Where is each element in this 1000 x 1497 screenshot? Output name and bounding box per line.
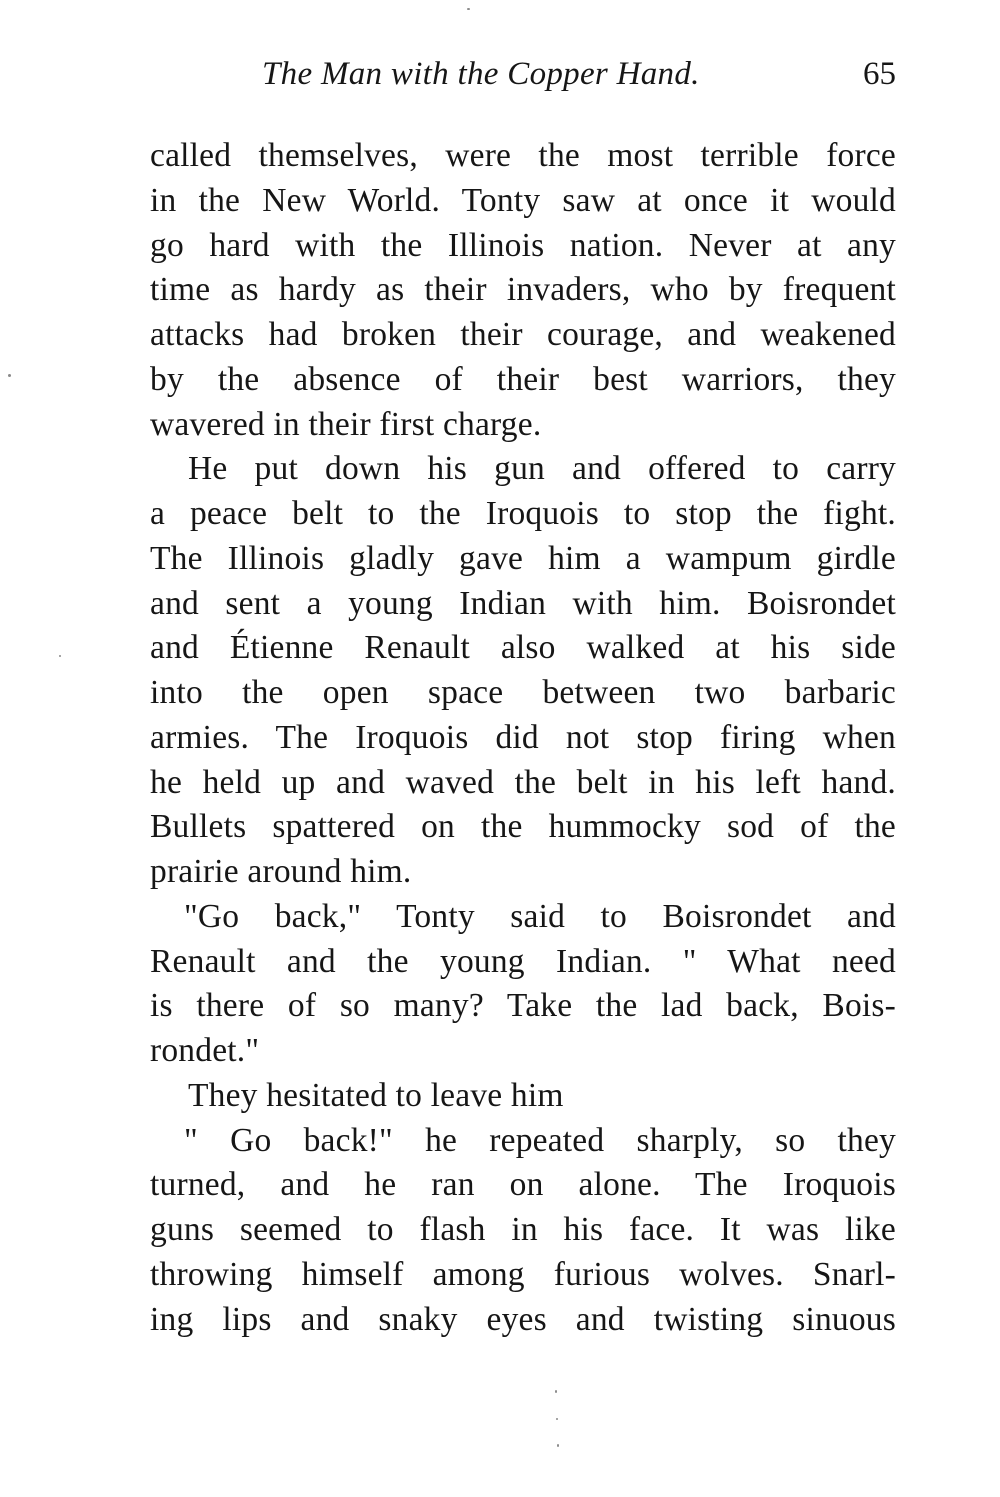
text-line: armies. The Iroquois did not stop firing when xyxy=(150,718,896,756)
scan-speck xyxy=(8,374,11,377)
running-head xyxy=(150,56,896,96)
scan-speck xyxy=(556,1418,558,1420)
text-line: He put down his gun and offered to carry xyxy=(188,450,896,488)
page-number: 65 xyxy=(863,56,896,92)
text-line: throwing himself among furious wolves. Snarl- xyxy=(150,1255,896,1293)
scan-speck xyxy=(557,1444,559,1447)
text-line: time as hardy as their invaders, who by frequent xyxy=(150,271,896,309)
paragraph xyxy=(150,1119,896,1343)
text-line: go hard with the Illinois nation. Never at any xyxy=(150,226,896,264)
scan-speck xyxy=(59,655,61,657)
text-line: wavered in their first charge. xyxy=(150,405,542,443)
running-title: The Man with the Copper Hand. xyxy=(262,56,700,92)
text-line: Bullets spattered on the hummocky sod of the xyxy=(150,808,896,846)
text-line: They hesitated to leave him xyxy=(188,1076,564,1114)
text-line: and Étienne Renault also walked at his side xyxy=(150,629,896,667)
text-line: called themselves, were the most terrible force xyxy=(150,137,896,174)
scan-speck xyxy=(467,8,470,10)
paragraph xyxy=(150,447,896,895)
text-line: turned, and he ran on alone. The Iroquois xyxy=(150,1166,896,1204)
text-line: by the absence of their best warriors, they xyxy=(150,360,896,398)
body-text xyxy=(150,134,896,1342)
paragraph xyxy=(150,1074,896,1119)
text-line: into the open space between two barbaric xyxy=(150,674,896,711)
text-line: is there of so many? Take the lad back, Bois- xyxy=(150,987,896,1025)
text-line: rondet." xyxy=(150,1032,260,1069)
text-line: a peace belt to the Iroquois to stop the fight. xyxy=(150,495,896,532)
text-line: The Illinois gladly gave him a wampum girdle xyxy=(150,539,896,577)
text-line: attacks had broken their courage, and weakened xyxy=(150,316,896,353)
text-line: " Go back!" he repeated sharply, so they xyxy=(184,1121,896,1159)
text-line: and sent a young Indian with him. Boisrondet xyxy=(150,584,896,622)
text-line: he held up and waved the belt in his left hand. xyxy=(150,763,896,801)
text-line: in the New World. Tonty saw at once it would xyxy=(150,181,896,219)
text-line: Renault and the young Indian. " What need xyxy=(150,942,896,980)
scan-speck xyxy=(555,1390,557,1393)
text-line: ing lips and snaky eyes and twisting sinuous xyxy=(150,1300,896,1338)
text-line: guns seemed to flash in his face. It was like xyxy=(150,1211,896,1248)
paragraph xyxy=(150,895,896,1074)
text-line: "Go back," Tonty said to Boisrondet and xyxy=(184,897,896,935)
paragraph xyxy=(150,134,896,447)
text-line: prairie around him. xyxy=(150,853,412,890)
